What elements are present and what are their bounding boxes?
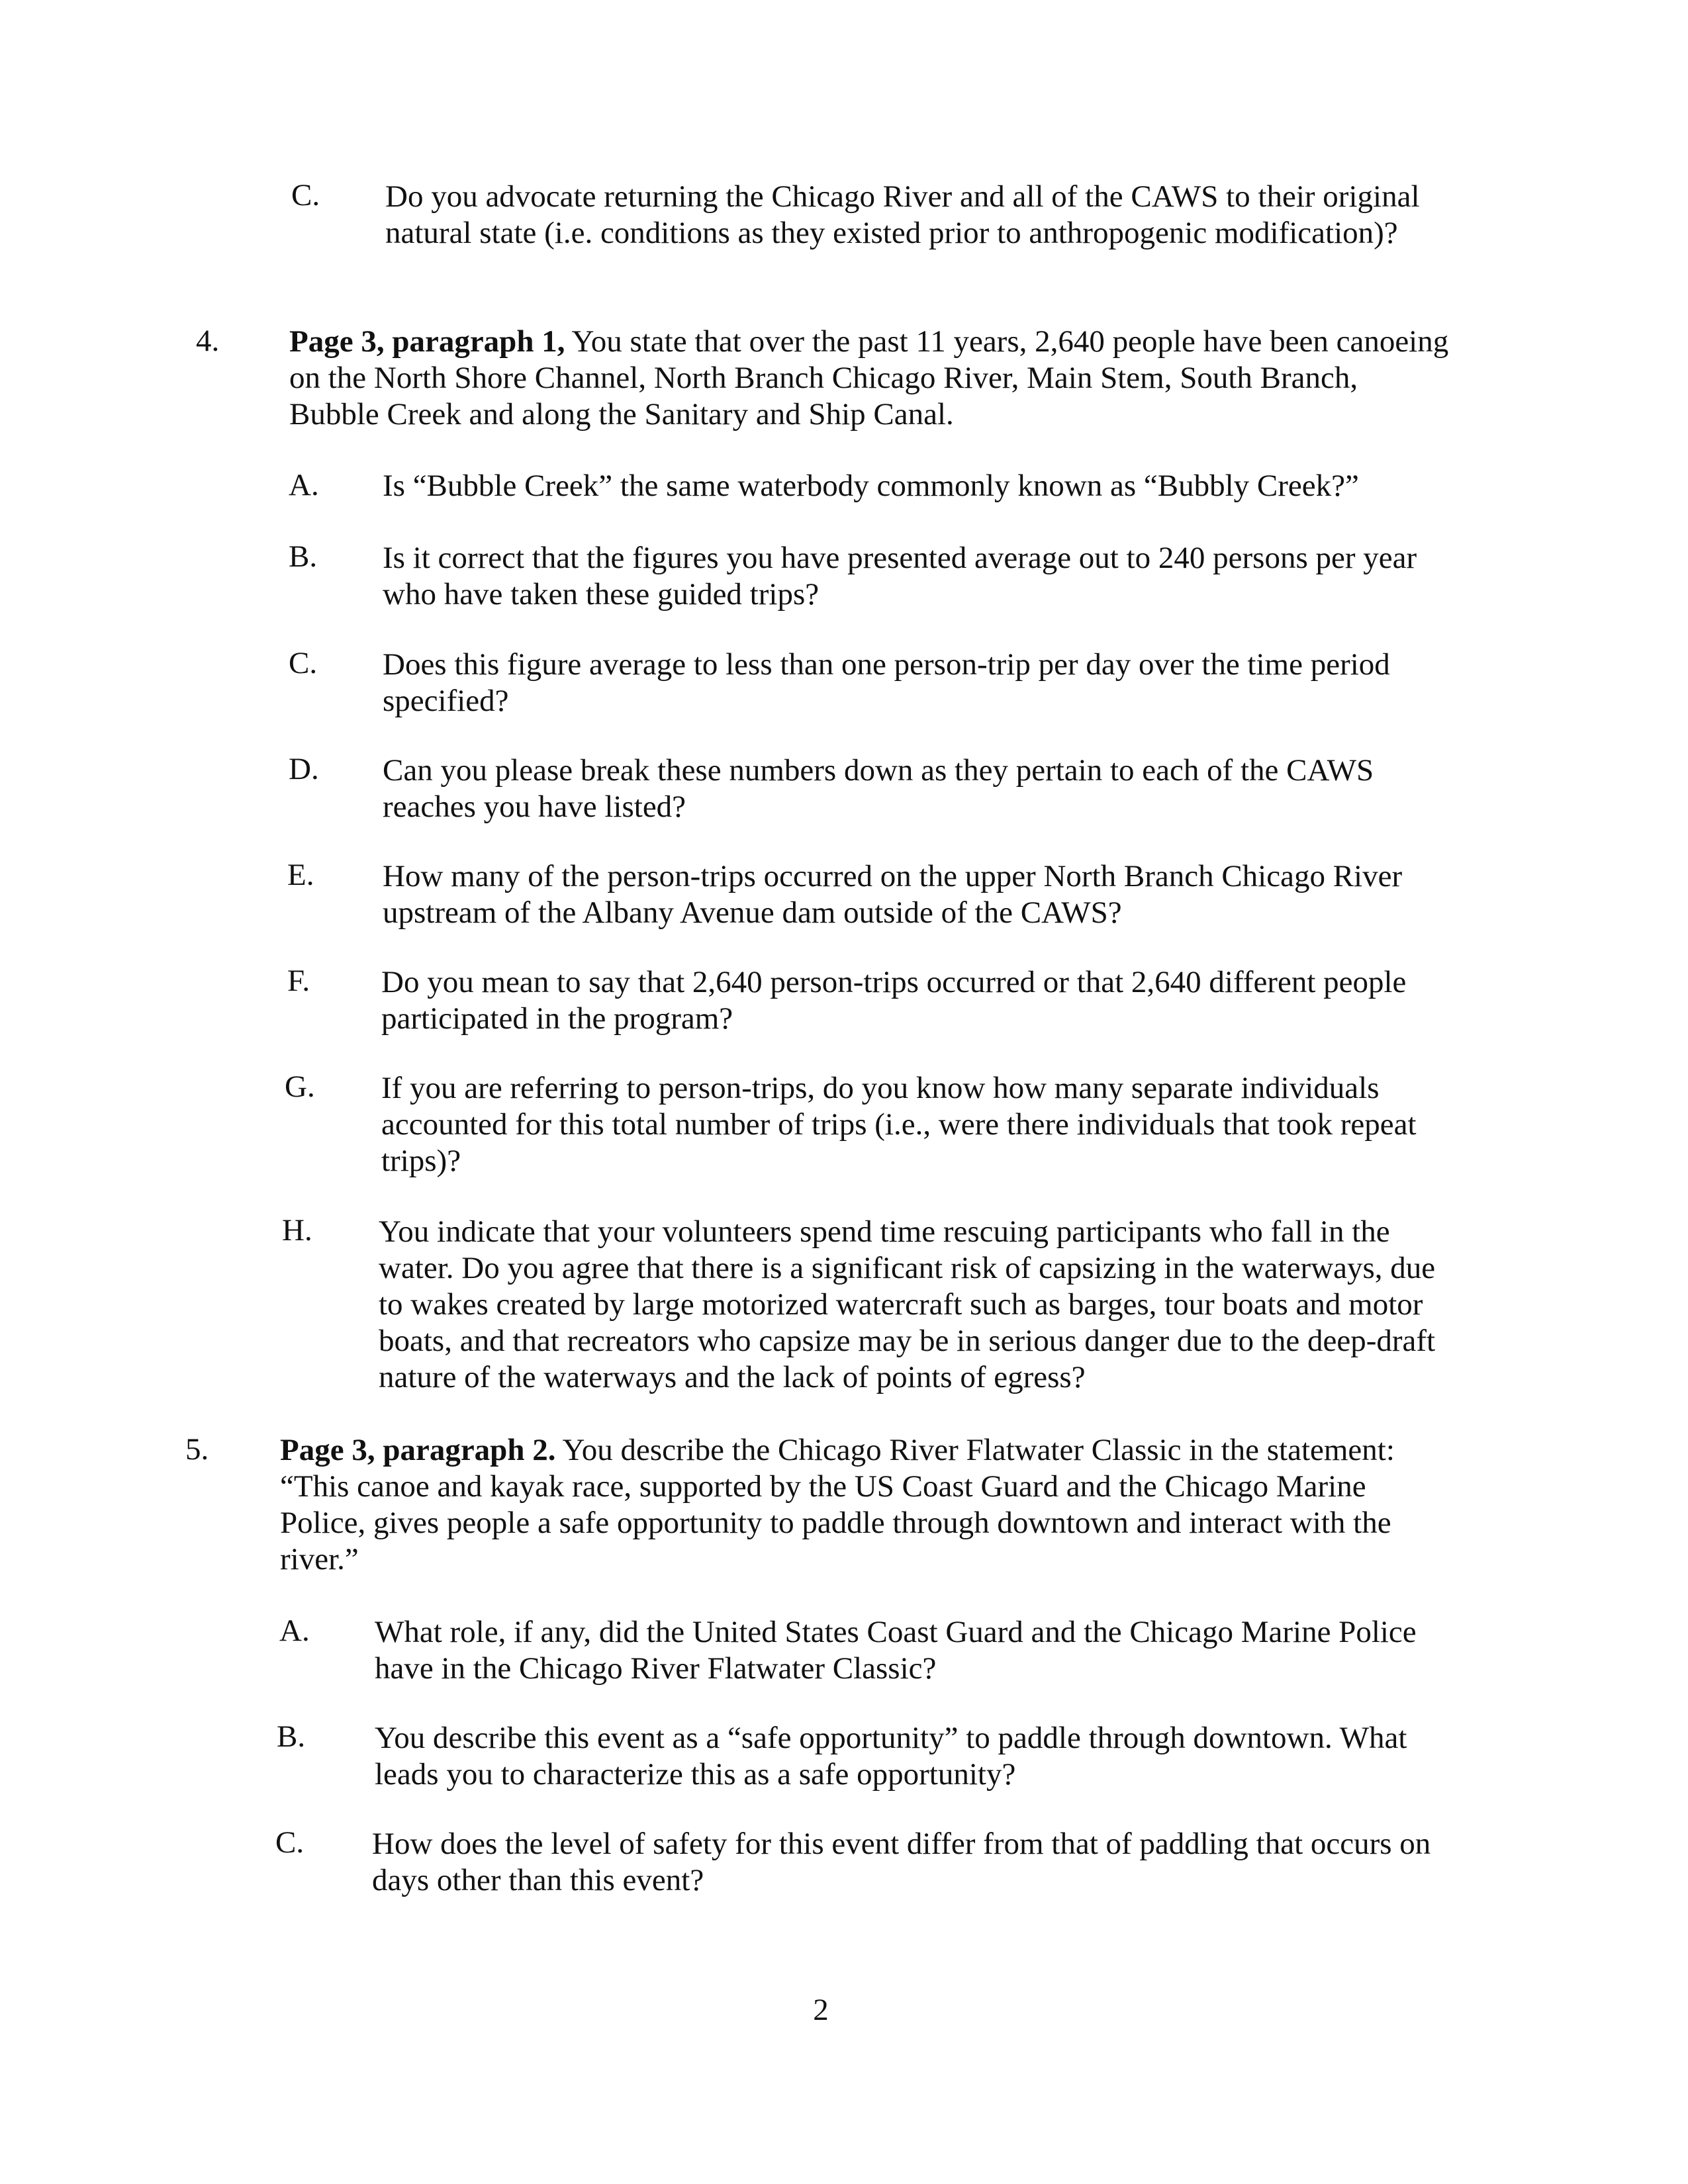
question-number: 4. [196,324,220,358]
item-text: You indicate that your volunteers spend time rescuing participants who fall in the water. Do you agree that there is a significant risk of capsizing in the waterways, due to wakes created by large motorized watercraft such as barges, tour boats and motor boats, and that recreators who capsize may be in serious danger due to the deep-draft nature of the waterways and the lack of points of egress? [379,1214,1436,1394]
item-text: How many of the person-trips occurred on the upper North Branch Chicago River upstream of the Albany Avenue dam outside of the CAWS? [383,859,1403,930]
item-text: What role, if any, did the United States Coast Guard and the Chicago Marine Police have in the Chicago River Flatwater Classic? [375,1615,1417,1686]
question-reference: Page 3, paragraph 1, [289,324,565,359]
item-text: Is it correct that the figures you have presented average out to 240 persons per year who have taken these guided trips? [383,541,1417,612]
item-marker: A. [289,468,319,502]
item-text: Do you advocate returning the Chicago River and all of the CAWS to their original natural state (i.e. conditions as they existed prior to anthropogenic modification)? [385,179,1420,250]
question-number: 5. [185,1432,209,1467]
question-body: You state that over the past 11 years, 2,640 people have been canoeing on the North Shore Channel, North Branch Chicago River, Main Stem, South Branch, Bubble Creek and along the Sanitary and Ship Canal. [289,324,1449,432]
item-marker: D. [289,752,319,786]
item-marker: G. [285,1069,315,1104]
page-number: 2 [813,1993,829,2027]
item-marker: C. [289,646,318,680]
item-text: Does this figure average to less than one person-trip per day over the time period specified? [383,647,1390,718]
item-marker: F. [287,964,310,998]
question-text [289,324,1454,433]
item-text: You describe this event as a “safe opportunity” to paddle through downtown. What leads you to characterize this as a safe opportunity? [375,1721,1407,1792]
item-marker: H. [282,1213,312,1248]
item-marker: C. [275,1825,305,1860]
question-body: You describe the Chicago River Flatwater Classic in the statement: “This canoe and kayak race, supported by the US Coast Guard and the Chicago Marine Police, gives people a safe opportunity to paddle through downtown and interact with the river.” [280,1433,1395,1576]
item-marker: C. [291,178,320,212]
item-text: Is “Bubble Creek” the same waterbody commonly known as “Bubbly Creek?” [383,469,1359,503]
item-text: Do you mean to say that 2,640 person-trips occurred or that 2,640 different people participated in the program? [381,965,1407,1036]
item-text: If you are referring to person-trips, do you know how many separate individuals accounted for this total number of trips (i.e., were there individuals that took repeat trips)? [381,1071,1417,1178]
item-marker: A. [279,1614,310,1648]
question-text [280,1432,1458,1578]
item-marker: B. [277,1719,306,1754]
item-text: How does the level of safety for this event differ from that of paddling that occurs on days other than this event? [372,1827,1431,1897]
question-reference: Page 3, paragraph 2. [280,1433,556,1467]
item-marker: E. [287,858,314,892]
item-text: Can you please break these numbers down as they pertain to each of the CAWS reaches you have listed? [383,753,1374,824]
item-marker: B. [289,539,318,574]
